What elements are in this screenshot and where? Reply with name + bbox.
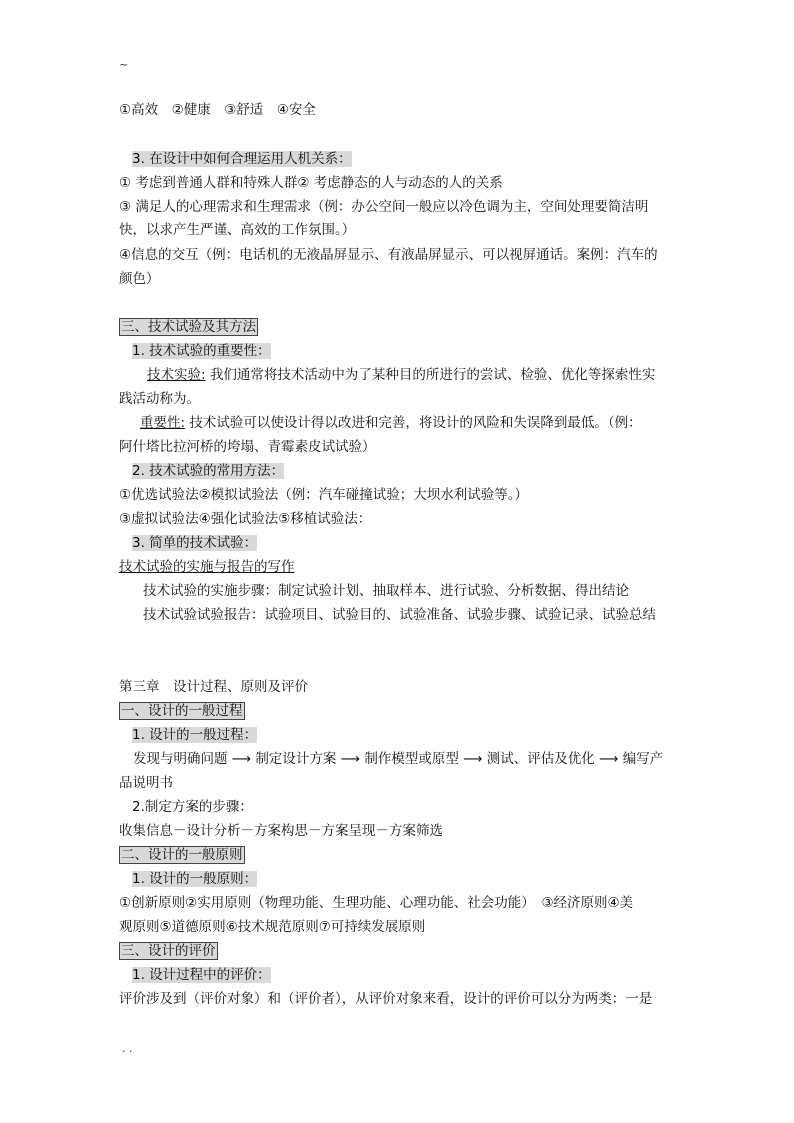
section-subheading [132,534,692,552]
section-subheading [132,726,692,744]
list-item: ①优选试验法②模拟试验法（例：汽车碰撞试验；大坝水利试验等。） [119,487,528,503]
subheading-text: 1. 设计过程中的评价： [132,967,271,983]
subheading-text: 1. 技术试验的重要性： [132,343,271,359]
section-subheading [132,966,692,984]
paragraph-line: ③ 满足人的心理需求和生理需求（例：办公空间一般应以冷色调为主，空间处理要简洁明 [119,199,649,215]
paragraph-line: 技术试验试验报告：试验项目、试验目的、试验准备、试验步骤、试验记录、试验总结 [143,607,656,623]
heading-text: 三、设计的评价 [121,943,216,959]
chapter-title: 第三章 设计过程、原则及评价 [119,679,308,695]
list-item: 观原则⑤道德原则⑥技术规范原则⑦可持续发展原则 [119,919,426,935]
paragraph-line: 品说明书 [119,775,173,791]
list-item: ①高效 ②健康 ③舒适 ④安全 [119,102,316,118]
section-heading [119,318,679,336]
paragraph-line: ④信息的交互（例：电话机的无液晶屏显示、有液晶屏显示、可以视屏通话。案例：汽车的 [119,247,658,263]
process-flow: 发现与明确问题 ⟶ 制定设计方案 ⟶ 制作模型或原型 ⟶ 测试、评估及优化 ⟶ 编写产 [133,751,664,767]
header-mark: ~ [119,58,129,71]
subheading-text: 3. 简单的技术试验： [132,535,258,551]
paragraph-line: ① 考虑到普通人群和特殊人群② 考虑静态的人与动态的人的关系 [119,175,503,191]
subheading-text: 1. 设计的一般原则： [132,871,258,887]
paragraph-line: 践活动称为。 [119,391,200,407]
section-subheading [132,462,692,480]
section-heading [119,846,679,864]
heading-text: 一、设计的一般过程 [121,703,243,719]
paragraph-line [119,558,679,576]
subheading-text: 2. 技术试验的常用方法： [132,463,285,479]
paragraph-line: 评价涉及到（评价对象）和（评价者），从评价对象来看，设计的评价可以分为两类：一是 [119,991,653,1007]
heading-text: 二、设计的一般原则 [121,847,243,863]
paragraph-line: 颜色） [119,271,160,287]
subheading-text: 3. 在设计中如何合理运用人机关系： [132,151,352,167]
footer-mark: . . [122,1042,133,1055]
paragraph-line: 技术试验的实施步骤：制定试验计划、抽取样本、进行试验、分析数据、得出结论 [143,583,629,599]
paragraph-line: 阿什塔比拉河桥的垮塌、青霉素皮试试验） [119,439,376,455]
term-label: 技术实验: [147,367,206,383]
section-subheading: 2.制定方案的步骤： [132,799,253,815]
paragraph-line: 快，以求产生严谨、高效的工作氛围。） [119,222,356,238]
list-item: ③虚拟试验法④强化试验法⑤移植试验法： [119,511,372,527]
paragraph-line [147,366,707,384]
definition-text: 我们通常将技术活动中为了某种目的所进行的尝试、检验、优化等探索性实 [205,367,656,383]
section-heading [119,702,679,720]
underlined-title: 技术试验的实施与报告的写作 [119,559,295,575]
paragraph-line: 收集信息－设计分析－方案构思－方案呈现－方案筛选 [119,823,443,839]
subheading-text: 1. 设计的一般过程： [132,727,258,743]
section-subheading [132,342,692,360]
heading-text: 三、技术试验及其方法 [121,319,256,335]
section-subheading [132,150,692,168]
section-heading [119,942,679,960]
paragraph-line [140,414,700,432]
list-item: ①创新原则②实用原则（物理功能、生理功能、心理功能、社会功能） ③经济原则④美 [119,895,634,911]
section-subheading [132,870,692,888]
definition-text: 技术试验可以使设计得以改进和完善，将设计的风险和失误降到最低。（例： [185,415,642,431]
term-label: 重要性: [140,415,186,431]
